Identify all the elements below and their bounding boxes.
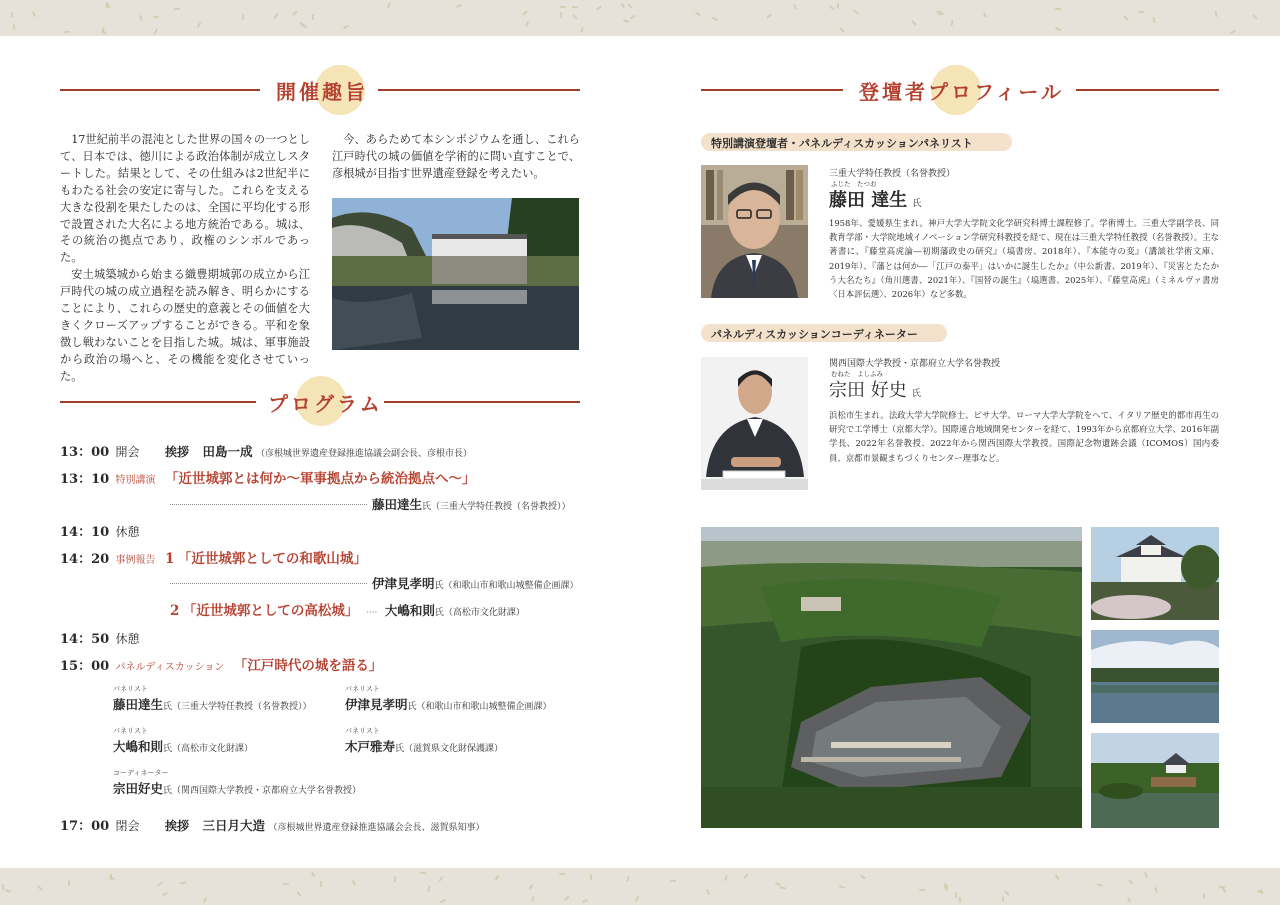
- panelist-oshima-note: （高松市文化財課）: [172, 744, 254, 754]
- paper-fleck: [951, 20, 954, 26]
- time-cases: 14：20: [60, 552, 110, 567]
- honorific: 氏: [163, 786, 173, 796]
- lecture-speaker: [372, 495, 571, 513]
- program-row-panel: [60, 654, 382, 674]
- time-lecture: 13：10: [60, 472, 110, 487]
- paper-fleck: [1097, 883, 1103, 887]
- bottom-band: [0, 868, 1280, 905]
- paper-fleck: [37, 885, 42, 891]
- panelist-1: [113, 695, 312, 713]
- panelist-izumi-note: （和歌山市和歌山城整備企画課）: [416, 702, 552, 712]
- purpose-heading: [60, 70, 580, 110]
- case2-row: 2 「近世城郭としての高松城」 ···· 大嶋和則氏（高松市文化財課）: [170, 603, 525, 619]
- paper-fleck: [670, 880, 676, 882]
- affil-muneta: 関西国際大学教授・京都府立大学名誉教授: [829, 359, 1001, 369]
- paper-fleck: [706, 888, 710, 894]
- paper-fleck: [180, 882, 186, 885]
- pill-coordinator: パネルディスカッションコーディネーター: [701, 324, 947, 342]
- paper-fleck: [495, 874, 500, 880]
- dots-case1: [170, 583, 367, 584]
- paper-fleck: [310, 870, 314, 876]
- paper-fleck: [440, 899, 446, 904]
- tag-panel: パネルディスカッション: [115, 662, 225, 673]
- coordinator-muneta: 宗田好史: [113, 781, 164, 796]
- paper-fleck: [1154, 887, 1158, 893]
- paper-fleck: [919, 888, 925, 891]
- paper-fleck: [2, 884, 5, 890]
- paper-fleck: [274, 13, 279, 19]
- time-panel: 15：00: [60, 659, 110, 674]
- label-opening: 開会: [115, 445, 140, 459]
- speaker-izumi: 伊津見孝明: [372, 576, 435, 591]
- label-break1: 休憩: [115, 525, 140, 539]
- panelist-role-2: パネリスト: [345, 685, 380, 693]
- paper-fleck: [283, 882, 289, 885]
- paper-fleck: [628, 3, 633, 9]
- paper-fleck: [5, 889, 11, 893]
- paper-fleck: [946, 885, 949, 891]
- paper-fleck: [203, 896, 207, 902]
- paper-fleck: [766, 13, 772, 19]
- paper-fleck: [1128, 880, 1134, 886]
- speaker1-name: [829, 186, 921, 212]
- paper-fleck: [12, 24, 15, 30]
- paper-fleck: [564, 896, 569, 902]
- aerial-castle-photo: [701, 527, 1082, 828]
- portrait-fujita: [701, 165, 808, 298]
- case-num-1: 1: [165, 551, 175, 567]
- profile-title: 登壇者プロフィール: [859, 80, 1064, 104]
- paper-fleck: [621, 3, 625, 9]
- purpose-para-3: 今、あらためて本シンポジウムを通し、これら江戸時代の城の価値を学術的に問い直すことで、彦根城が目指す世界遺産登録を考えたい。: [332, 133, 580, 180]
- paper-fleck: [140, 15, 144, 21]
- note-mikazuki: （彦根城世界遺産登録推進協議会会長、滋賀県知事）: [268, 823, 485, 833]
- paper-fleck: [982, 11, 987, 17]
- paper-fleck: [1152, 17, 1155, 23]
- purpose-para-1: 17世紀前半の混沌とした世界の国々の一つとして、日本では、徳川による政治体制が成立しスタートした。結果として、その仕組みは2世紀半にもわたる社会の安定に寄与した。これらを支える大きな役割を果たしたのは、全国に平均化する形で設置された大名による地方統治である。城は、その統治の拠点であり、政権のシンボルであった。: [60, 133, 310, 265]
- paper-fleck: [174, 8, 180, 10]
- honorific: 氏: [163, 702, 173, 712]
- panelist-3: [113, 737, 253, 755]
- paper-fleck: [839, 27, 845, 32]
- paper-fleck: [1127, 897, 1131, 903]
- paper-fleck: [1004, 890, 1009, 896]
- time-break2: 14：50: [60, 632, 110, 647]
- paper-fleck: [153, 28, 158, 34]
- ruby-fujita: ふじた たつお: [831, 180, 877, 188]
- label-closing: 閉会: [115, 819, 140, 833]
- brochure-page: [0, 36, 1280, 868]
- paper-fleck: [394, 876, 396, 882]
- portrait-muneta: [701, 357, 808, 490]
- hikone-castle-moat-photo: [332, 198, 579, 350]
- greeting-label-2: 挨拶: [165, 819, 190, 833]
- paper-fleck: [343, 25, 349, 29]
- paper-fleck: [559, 873, 565, 876]
- speaker-fujita: 藤田達生: [372, 497, 423, 512]
- panel-title: 「江戸時代の城を語る」: [233, 658, 383, 674]
- paper-fleck: [292, 10, 298, 15]
- panelist-role-3: パネリスト: [113, 727, 148, 735]
- panelist-4: [345, 737, 503, 755]
- case1-speaker: [372, 574, 579, 592]
- program-heading: [60, 382, 580, 422]
- lecture-title: 「近世城郭とは何か～軍事拠点から統治拠点へ～」: [165, 471, 476, 487]
- ruby-muneta: むねた よしふみ: [831, 370, 883, 378]
- paper-fleck: [522, 10, 528, 15]
- paper-fleck: [10, 12, 14, 18]
- paper-fleck: [1258, 889, 1264, 894]
- paper-fleck: [528, 884, 533, 890]
- program-row-break2: [60, 628, 140, 647]
- paper-fleck: [242, 13, 245, 19]
- moat-photo: [1091, 630, 1219, 723]
- panelist-role-4: パネリスト: [345, 727, 380, 735]
- profile-heading: [701, 70, 1219, 110]
- paper-fleck: [853, 10, 859, 15]
- paper-fleck: [860, 874, 866, 879]
- paper-fleck: [959, 897, 962, 903]
- paper-fleck: [590, 874, 592, 880]
- paper-fleck: [724, 875, 728, 881]
- panelist-izumi: 伊津見孝明: [345, 697, 408, 712]
- purpose-text-left: [60, 132, 310, 386]
- paper-fleck: [1252, 15, 1258, 20]
- paper-fleck: [428, 886, 431, 892]
- note-tajima: （彦根城世界遺産登録推進協議会副会長、彦根市長）: [256, 449, 473, 459]
- time-opening: 13：00: [60, 445, 110, 460]
- paper-fleck: [582, 899, 588, 903]
- paper-fleck: [320, 881, 322, 887]
- tag-lecture: 特別講演: [115, 475, 156, 486]
- paper-fleck: [780, 887, 786, 890]
- paper-fleck: [560, 12, 563, 18]
- dots-lecture: [170, 504, 367, 505]
- name-fujita: 藤田 達生: [829, 190, 908, 211]
- case-title-1: 「近世城郭としての和歌山城」: [177, 551, 367, 567]
- program-row-break1: [60, 521, 140, 540]
- tag-cases: 事例報告: [115, 555, 156, 566]
- time-break1: 14：10: [60, 525, 110, 540]
- paper-fleck: [1222, 887, 1227, 893]
- paper-fleck: [695, 12, 701, 17]
- purpose-title: 開催趣旨: [276, 80, 368, 104]
- paper-fleck: [1203, 893, 1207, 899]
- bio-muneta: 浜松市生まれ。法政大学大学院修士、ピサ大学、ローマ大学大学院をへて、イタリア歴史的都市再生の研究で工学博士（京都大学）。国際連合地域開発センターを経て、1993年から京都府立大学、2016年副学長、2022年名誉教授、2022年から関西国際大学教授。国際記念物遺跡会議（ICOMOS）国内委員、京都市景観まちづくりセンター理事など。: [829, 410, 1219, 463]
- name-muneta: 宗田 好史: [829, 380, 907, 401]
- purpose-para-2: 安土城築城から始まる織豊期城郭の成立から江戸時代の城の成立過程を読み解き、明らかにすることにより、これらの歴史的意義とその価値を大きくクローズアップすることができる。平和を象徴し戦わないことを目指した城。城は、軍事施設から政治の場へと、その機能を変化させていった。: [60, 268, 310, 383]
- paper-fleck: [1138, 11, 1144, 13]
- program-row-lecture: [60, 467, 476, 487]
- paper-fleck: [596, 5, 602, 10]
- honorific: 氏: [422, 502, 432, 512]
- paper-fleck: [744, 873, 749, 879]
- paper-fleck: [1055, 27, 1061, 31]
- greeting-label: 挨拶: [165, 445, 190, 459]
- paper-fleck: [1144, 872, 1148, 878]
- time-closing: 17：00: [60, 819, 110, 834]
- program-row-closing: [60, 815, 485, 834]
- paper-fleck: [626, 876, 630, 882]
- paper-fleck: [153, 16, 159, 19]
- paper-fleck: [300, 24, 306, 28]
- paper-fleck: [157, 881, 163, 886]
- program-title: プログラム: [268, 392, 383, 416]
- panelist-2: [345, 695, 552, 713]
- paper-fleck: [197, 22, 202, 28]
- paper-fleck: [560, 6, 566, 8]
- program-row-opening: [60, 441, 472, 460]
- paper-fleck: [581, 27, 585, 33]
- paper-fleck: [1001, 896, 1004, 902]
- paper-fleck: [775, 882, 781, 886]
- panelist-fujita: 藤田達生: [113, 697, 164, 712]
- paper-fleck: [712, 16, 718, 21]
- paper-fleck: [572, 5, 578, 8]
- paper-fleck: [31, 11, 35, 17]
- bio-fujita: 1958年、愛媛県生まれ。神戸大学大学院文化学研究科博士課程修了。学術博士。三重大学副学長、同教育学部・大学院地域イノベーション学研究科教授を経て、現在は三重大学特任教授（名誉教授）。主な著書に、『藤堂高虎論―初期藩政史の研究』（塙書房、2018年）、『本能寺の変』（講談社学術文庫、2019年）、『藩とは何か―「江戸の泰平」はいかに誕生したか』（中公新書、2019年）、『災害とたたかう大名たち』（角川選書、2021年）、『国替の誕生』（塙選書、2025年）、『藤堂高虎』（ミネルヴァ書房〈日本評伝選〉、2026年）など多数。: [829, 218, 1219, 300]
- case-title-2: 「近世城郭としての高松城」: [182, 603, 359, 619]
- paper-fleck: [630, 15, 636, 20]
- paper-fleck: [1055, 8, 1061, 11]
- paper-fleck: [829, 5, 835, 10]
- paper-fleck: [161, 892, 167, 896]
- top-band: [0, 0, 1280, 36]
- honorific: 氏: [407, 702, 417, 712]
- paper-fleck: [312, 14, 314, 20]
- purpose-text-right: [332, 132, 580, 183]
- coordinator-note: （関西国際大学教授・京都府立大学名誉教授）: [172, 786, 362, 796]
- paper-fleck: [420, 871, 426, 874]
- paper-fleck: [1055, 874, 1060, 880]
- paper-fleck: [623, 19, 629, 23]
- paper-fleck: [1230, 30, 1236, 34]
- panelist-role-1: パネリスト: [113, 685, 148, 693]
- paper-fleck: [634, 896, 639, 902]
- paper-fleck: [955, 892, 957, 898]
- castle-tower-photo: [1091, 527, 1219, 620]
- note-oshima: （高松市文化財課）: [443, 608, 525, 618]
- speaker2-name: [829, 376, 921, 402]
- paper-fleck: [794, 3, 798, 9]
- paper-fleck: [1123, 15, 1129, 21]
- note-fujita: （三重大学特任教授（名誉教授））: [431, 502, 571, 512]
- honorific: 氏: [395, 744, 405, 754]
- coordinator-role: コーディネーター: [113, 769, 169, 777]
- panelist-kido-note: （滋賀県文化財保護課）: [404, 744, 504, 754]
- panelist-kido: 木戸雅寿: [345, 739, 396, 754]
- speaker-tajima: 田島一成: [202, 444, 253, 459]
- honorific-fujita: 氏: [912, 199, 922, 209]
- speaker-mikazuki: 三日月大造: [202, 818, 266, 833]
- paper-fleck: [101, 29, 107, 35]
- paper-fleck: [296, 891, 301, 897]
- note-izumi: （和歌山市和歌山城整備企画課）: [443, 581, 579, 591]
- paper-fleck: [837, 3, 839, 9]
- speaker-oshima: 大嶋和則: [384, 603, 435, 618]
- paper-fleck: [1215, 11, 1218, 17]
- paper-fleck: [524, 21, 528, 27]
- pill-lecturer: 特別講演登壇者・パネルディスカッションパネリスト: [701, 133, 1012, 151]
- garden-pond-photo: [1091, 733, 1219, 828]
- paper-fleck: [573, 14, 579, 20]
- honorific-muneta: 氏: [911, 389, 921, 399]
- paper-fleck: [387, 2, 391, 8]
- honorific: 氏: [434, 581, 444, 591]
- paper-fleck: [67, 880, 70, 886]
- paper-fleck: [438, 876, 443, 882]
- panelist-oshima: 大嶋和則: [113, 739, 164, 754]
- program-row-cases: [60, 547, 367, 567]
- paper-fleck: [531, 896, 534, 902]
- case-num-2: 2: [170, 603, 180, 619]
- panelist-fujita-note: （三重大学特任教授（名誉教授））: [172, 702, 312, 712]
- paper-fleck: [456, 4, 462, 8]
- paper-fleck: [839, 885, 845, 889]
- affil-fujita: 三重大学特任教授（名誉教授）: [829, 169, 956, 179]
- paper-fleck: [63, 31, 69, 34]
- label-break2: 休憩: [115, 632, 140, 646]
- coordinator: [113, 779, 361, 797]
- paper-fleck: [351, 880, 356, 886]
- honorific: 氏: [434, 608, 444, 618]
- paper-fleck: [938, 12, 944, 15]
- honorific: 氏: [163, 744, 173, 754]
- paper-fleck: [911, 20, 916, 26]
